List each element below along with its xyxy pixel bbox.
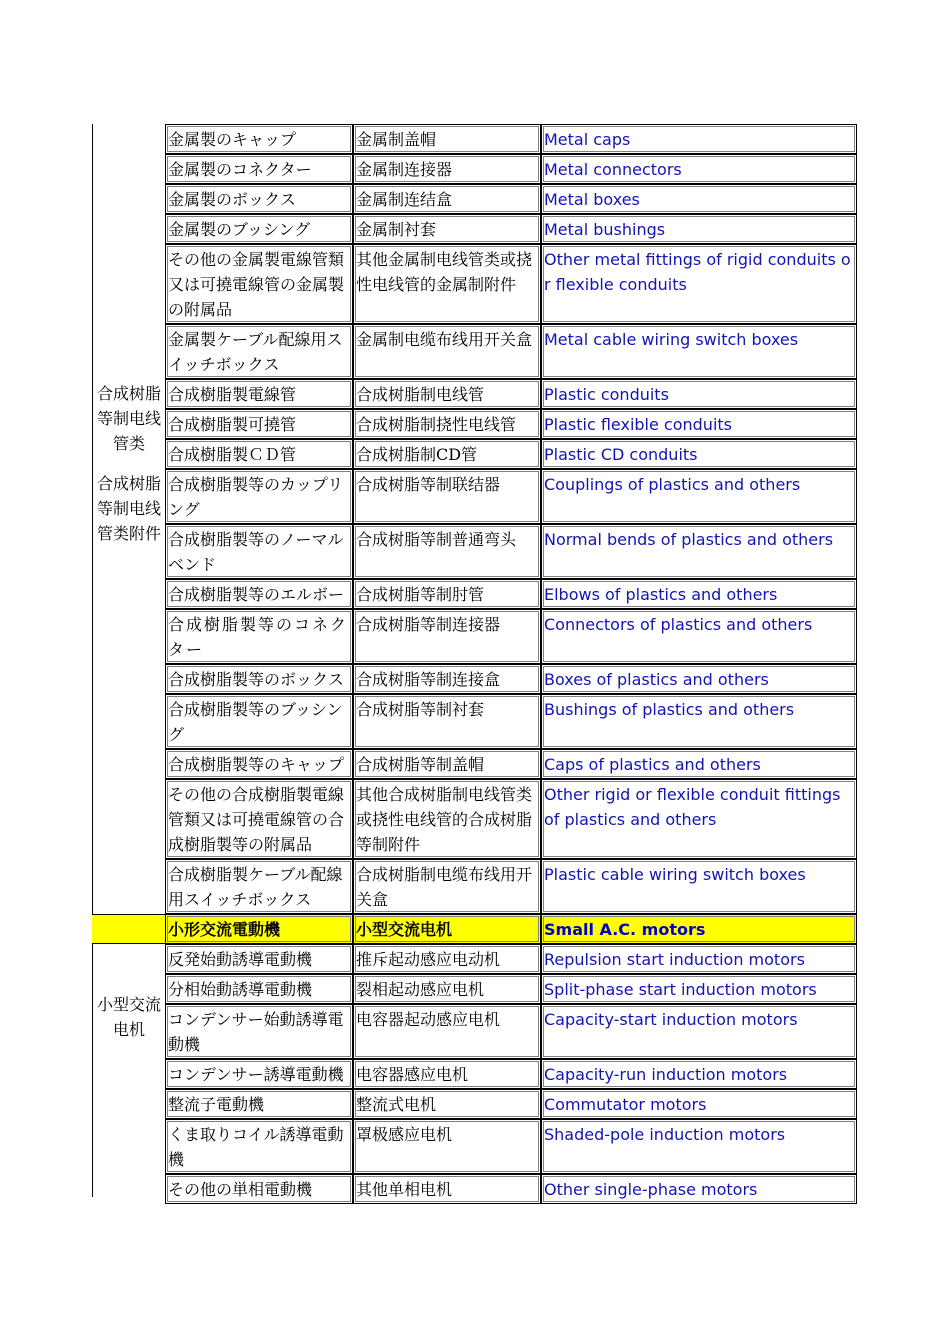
table-row — [92, 944, 857, 974]
table-row — [92, 749, 857, 779]
japanese-term: 合成樹脂製等のカップリング — [165, 469, 353, 524]
chinese-term: 金属制衬套 — [353, 214, 541, 244]
table-row — [92, 974, 857, 1004]
table-row — [92, 154, 857, 184]
japanese-term: 合成樹脂製ＣＤ管 — [165, 439, 353, 469]
japanese-term: 金属製のボックス — [165, 184, 353, 214]
japanese-term: 合成樹脂製可撓管 — [165, 409, 353, 439]
english-term: Other metal fittings of rigid conduits or flexible conduits — [541, 244, 857, 324]
english-term: Metal connectors — [541, 154, 857, 184]
table-row — [92, 1004, 857, 1059]
table-row — [92, 409, 857, 439]
english-term: Metal caps — [541, 124, 857, 154]
japanese-term: 合成樹脂製等のボックス — [165, 664, 353, 694]
table-row — [92, 859, 857, 914]
english-term: Elbows of plastics and others — [541, 579, 857, 609]
chinese-term: 合成树脂制CD管 — [353, 439, 541, 469]
chinese-term: 合成树脂制电线管 — [353, 379, 541, 409]
table-row — [92, 779, 857, 859]
english-term: Metal boxes — [541, 184, 857, 214]
table-row — [92, 1119, 857, 1174]
table-row — [92, 244, 857, 324]
english-term: Boxes of plastics and others — [541, 664, 857, 694]
chinese-term: 电容器起动感应电机 — [353, 1004, 541, 1059]
chinese-term: 金属制电缆布线用开关盒 — [353, 324, 541, 379]
section-header-row — [92, 914, 857, 944]
english-term: Caps of plastics and others — [541, 749, 857, 779]
table-row — [92, 694, 857, 749]
japanese-term: 合成樹脂製等のエルボー — [165, 579, 353, 609]
table-row — [92, 524, 857, 579]
table-row — [92, 439, 857, 469]
chinese-term: 合成树脂等制盖帽 — [353, 749, 541, 779]
chinese-term: 合成树脂制电缆布线用开关盒 — [353, 859, 541, 914]
chinese-term: 金属制连结盒 — [353, 184, 541, 214]
japanese-term: 金属製のキャップ — [165, 124, 353, 154]
japanese-term: 合成樹脂製電線管 — [165, 379, 353, 409]
japanese-term: その他の単相電動機 — [165, 1174, 353, 1204]
japanese-term: 合成樹脂製等のノーマルベンド — [165, 524, 353, 579]
category-cell: 合成树脂等制电线管类 — [96, 384, 161, 453]
table-row — [92, 324, 857, 379]
english-term: Metal cable wiring switch boxes — [541, 324, 857, 379]
japanese-term: コンデンサー誘導電動機 — [165, 1059, 353, 1089]
table-row — [92, 609, 857, 664]
table-row — [92, 379, 857, 409]
english-term: Plastic cable wiring switch boxes — [541, 859, 857, 914]
english-term: Plastic conduits — [541, 379, 857, 409]
chinese-term: 金属制连接器 — [353, 154, 541, 184]
category-cell: 合成树脂等制电线管类附件 — [96, 474, 161, 543]
japanese-term: 小形交流電動機 — [165, 914, 353, 944]
chinese-term: 电容器感应电机 — [353, 1059, 541, 1089]
category-cell — [92, 914, 165, 944]
chinese-term: 小型交流电机 — [353, 914, 541, 944]
japanese-term: 分相始動誘導電動機 — [165, 974, 353, 1004]
table-row — [92, 184, 857, 214]
chinese-term: 推斥起动感应电动机 — [353, 944, 541, 974]
english-term: Connectors of plastics and others — [541, 609, 857, 664]
chinese-term: 罩极感应电机 — [353, 1119, 541, 1174]
chinese-term: 金属制盖帽 — [353, 124, 541, 154]
japanese-term: コンデンサー始動誘導電動機 — [165, 1004, 353, 1059]
table-row — [92, 664, 857, 694]
english-term: Small A.C. motors — [541, 914, 857, 944]
category-cell — [92, 124, 165, 379]
category-cell: 小型交流电机 — [96, 995, 161, 1039]
japanese-term: 合成樹脂製等のキャップ — [165, 749, 353, 779]
chinese-term: 合成树脂等制连接器 — [353, 609, 541, 664]
japanese-term: 金属製のコネクター — [165, 154, 353, 184]
japanese-term: 合成樹脂製等のコネクター — [165, 609, 353, 664]
table-row — [92, 1174, 857, 1204]
english-term: Couplings of plastics and others — [541, 469, 857, 524]
english-term: Metal bushings — [541, 214, 857, 244]
glossary-table — [92, 124, 857, 1204]
chinese-term: 合成树脂等制连接盒 — [353, 664, 541, 694]
chinese-term: 合成树脂等制衬套 — [353, 694, 541, 749]
english-term: Repulsion start induction motors — [541, 944, 857, 974]
table-row — [92, 1059, 857, 1089]
chinese-term: 合成树脂等制普通弯头 — [353, 524, 541, 579]
table-row — [92, 124, 857, 154]
english-term: Other rigid or flexible conduit fittings of plastics and others — [541, 779, 857, 859]
japanese-term: その他の金属製電線管類又は可撓電線管の金属製の附属品 — [165, 244, 353, 324]
chinese-term: 其他合成树脂制电线管类或挠性电线管的合成树脂等制附件 — [353, 779, 541, 859]
english-term: Commutator motors — [541, 1089, 857, 1119]
english-term: Plastic CD conduits — [541, 439, 857, 469]
chinese-term: 裂相起动感应电机 — [353, 974, 541, 1004]
english-term: Normal bends of plastics and others — [541, 524, 857, 579]
english-term: Plastic flexible conduits — [541, 409, 857, 439]
japanese-term: 合成樹脂製等のブッシング — [165, 694, 353, 749]
chinese-term: 其他金属制电线管类或挠性电线管的金属制附件 — [353, 244, 541, 324]
chinese-term: 合成树脂制挠性电线管 — [353, 409, 541, 439]
english-term: Other single-phase motors — [541, 1174, 857, 1204]
english-term: Capacity-run induction motors — [541, 1059, 857, 1089]
japanese-term: 合成樹脂製ケーブル配線用スイッチボックス — [165, 859, 353, 914]
table-row — [92, 1089, 857, 1119]
table-row — [92, 579, 857, 609]
japanese-term: 整流子電動機 — [165, 1089, 353, 1119]
english-term: Capacity-start induction motors — [541, 1004, 857, 1059]
japanese-term: 反発始動誘導電動機 — [165, 944, 353, 974]
table-row — [92, 214, 857, 244]
chinese-term: 整流式电机 — [353, 1089, 541, 1119]
chinese-term: 合成树脂等制肘管 — [353, 579, 541, 609]
japanese-term: くま取りコイル誘導電動機 — [165, 1119, 353, 1174]
chinese-term: 合成树脂等制联结器 — [353, 469, 541, 524]
japanese-term: 金属製のブッシング — [165, 214, 353, 244]
english-term: Split-phase start induction motors — [541, 974, 857, 1004]
english-term: Shaded-pole induction motors — [541, 1119, 857, 1174]
table-row — [92, 469, 857, 524]
japanese-term: 金属製ケーブル配線用スイッチボックス — [165, 324, 353, 379]
chinese-term: 其他单相电机 — [353, 1174, 541, 1204]
japanese-term: その他の合成樹脂製電線管類又は可撓電線管の合成樹脂製等の附属品 — [165, 779, 353, 859]
english-term: Bushings of plastics and others — [541, 694, 857, 749]
